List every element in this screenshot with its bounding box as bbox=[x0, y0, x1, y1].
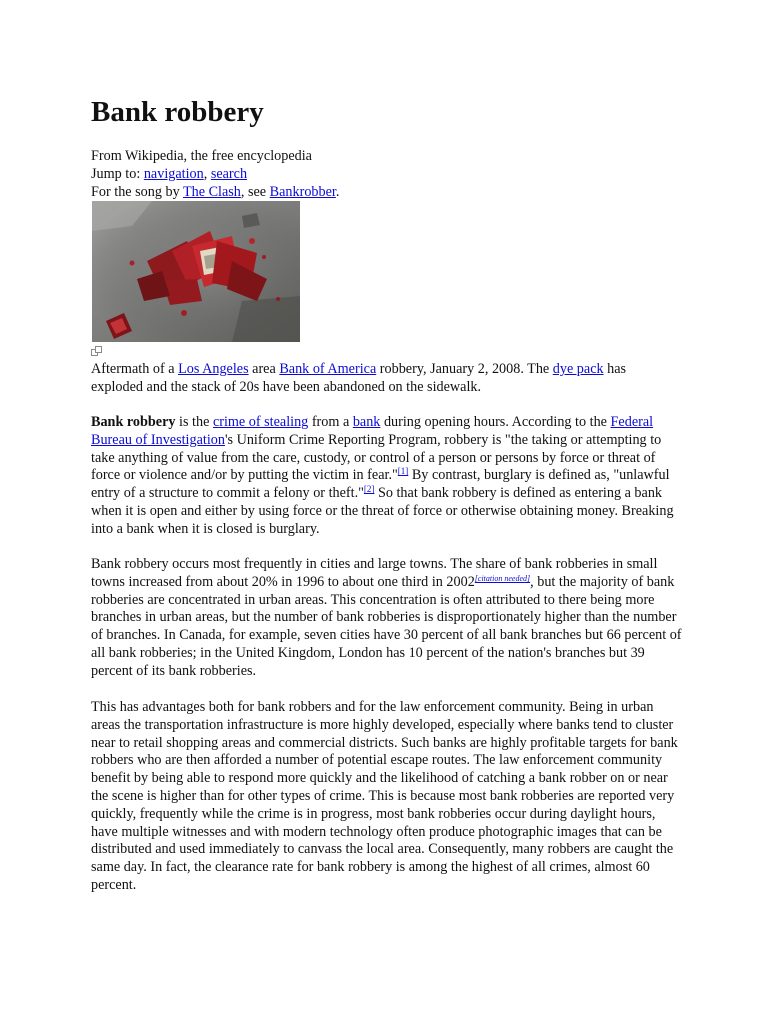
hatnote-text: For the song by bbox=[91, 183, 183, 200]
the-clash-link[interactable]: The Clash bbox=[182, 183, 241, 200]
paragraph-advantages bbox=[91, 699, 683, 895]
paragraph-text: So that bank robbery is defined as entering a bank when it is open and either by using force or the threat of force or otherwise obtaining money. Breaking into a bank when it is closed is burglary. bbox=[91, 485, 674, 537]
paragraph-text: This has advantages both for bank robbers and for the law enforcement community. Being in urban areas the transportation infrastructure is more highly developed, especially where banks tend to cluster near to retail shopping areas and commercial districts. Such banks are highly profitable targets for bank robbers who are then afforded a number of potential escape routes. The law enforcement community benefit by being able to respond more quickly and the likelihood of catching a bank robber on or near the scene is higher than for other types of crime. This is because most bank robberies are reported very quickly, frequently while the crime is in progress, most bank robberies occur during daylight hours, have multiple witnesses and with modern technology often produce photographic images that can be distributed and used immediately to canvass the local area. Consequently, many robbers are caught the same day. In fact, the clearance rate for bank robbery is among the highest of all crimes, almost 60 percent. bbox=[91, 699, 678, 893]
caption-text: has exploded and the stack of 20s have been abandoned on the sidewalk. bbox=[91, 361, 627, 395]
citation-needed bbox=[475, 573, 530, 583]
caption-text: Aftermath of a bbox=[91, 361, 179, 377]
enlarge-icon[interactable] bbox=[91, 344, 105, 354]
fbi-link[interactable]: Federal Bureau of Investigation bbox=[91, 414, 654, 448]
article-meta bbox=[91, 148, 691, 201]
crime-of-stealing-link[interactable]: crime of stealing bbox=[212, 414, 309, 430]
jump-navigation-link[interactable]: navigation bbox=[143, 165, 204, 182]
jump-to bbox=[91, 166, 691, 184]
paragraph-text: , but the majority of bank robberies are concentrated in urban areas. This concentration is often attributed to there being more branches in urban areas, but the number of bank robberies is disproportionately higher than the number of branches. In Canada, for example, seven cities have 30 percent of all bank branches but 66 percent of all bank robberies; in the United Kingdom, London has 10 percent of the nation's branches but 39 percent of its bank robberies. bbox=[91, 573, 682, 679]
hatnote bbox=[91, 184, 691, 202]
enlarge-icon-drawing bbox=[91, 346, 105, 356]
hatnote-text: , see bbox=[240, 183, 270, 200]
los-angeles-link[interactable]: Los Angeles bbox=[178, 361, 249, 377]
caption-text: area bbox=[248, 361, 280, 377]
paragraph-text: from a bbox=[308, 414, 353, 430]
paragraph-text: Bank robbery occurs most frequently in cities and large towns. The share of bank robberies in small towns increased from about 20% in 1996 to about one third in 2002 bbox=[91, 556, 658, 590]
hatnote-text: . bbox=[335, 183, 340, 200]
tagline: From Wikipedia, the free encyclopedia bbox=[91, 148, 312, 164]
bankrobber-link[interactable]: Bankrobber bbox=[269, 183, 336, 200]
paragraph-text: By contrast, burglary is defined as, "unlawful entry of a structure to commit a felony or theft." bbox=[91, 467, 670, 502]
paragraph-text: during opening hours. According to the bbox=[380, 414, 611, 430]
bank-link[interactable]: bank bbox=[352, 414, 381, 430]
jump-to-label: Jump to: bbox=[91, 165, 144, 182]
image-caption bbox=[91, 361, 681, 397]
jump-separator: , bbox=[203, 165, 211, 182]
paragraph-text: is the bbox=[175, 414, 213, 430]
dye-pack-link[interactable]: dye pack bbox=[552, 361, 604, 377]
paragraph-urban-frequency bbox=[91, 556, 683, 681]
reference-1 bbox=[398, 466, 409, 476]
reference-2-link[interactable]: [2] bbox=[363, 484, 375, 495]
reference-1-link[interactable]: [1] bbox=[397, 466, 409, 477]
paragraph-definition bbox=[91, 414, 683, 539]
page-title: Bank robbery bbox=[91, 96, 264, 128]
bank-of-america-link[interactable]: Bank of America bbox=[279, 361, 377, 377]
dye-pack-photo[interactable] bbox=[92, 201, 300, 342]
jump-search-link[interactable]: search bbox=[210, 165, 248, 182]
term-bold: Bank robbery bbox=[91, 414, 176, 430]
reference-2 bbox=[364, 484, 375, 494]
photo-drawing bbox=[92, 201, 300, 342]
caption-text: robbery, January 2, 2008. The bbox=[376, 361, 553, 377]
paragraph-text: 's Uniform Crime Reporting Program, robbery is "the taking or attempting to take anything of value from the care, custody, or control of a person or persons by force or threat of force or violence and/or by putting the victim in fear." bbox=[91, 431, 662, 484]
citation-needed-link[interactable]: [citation needed] bbox=[474, 573, 531, 583]
